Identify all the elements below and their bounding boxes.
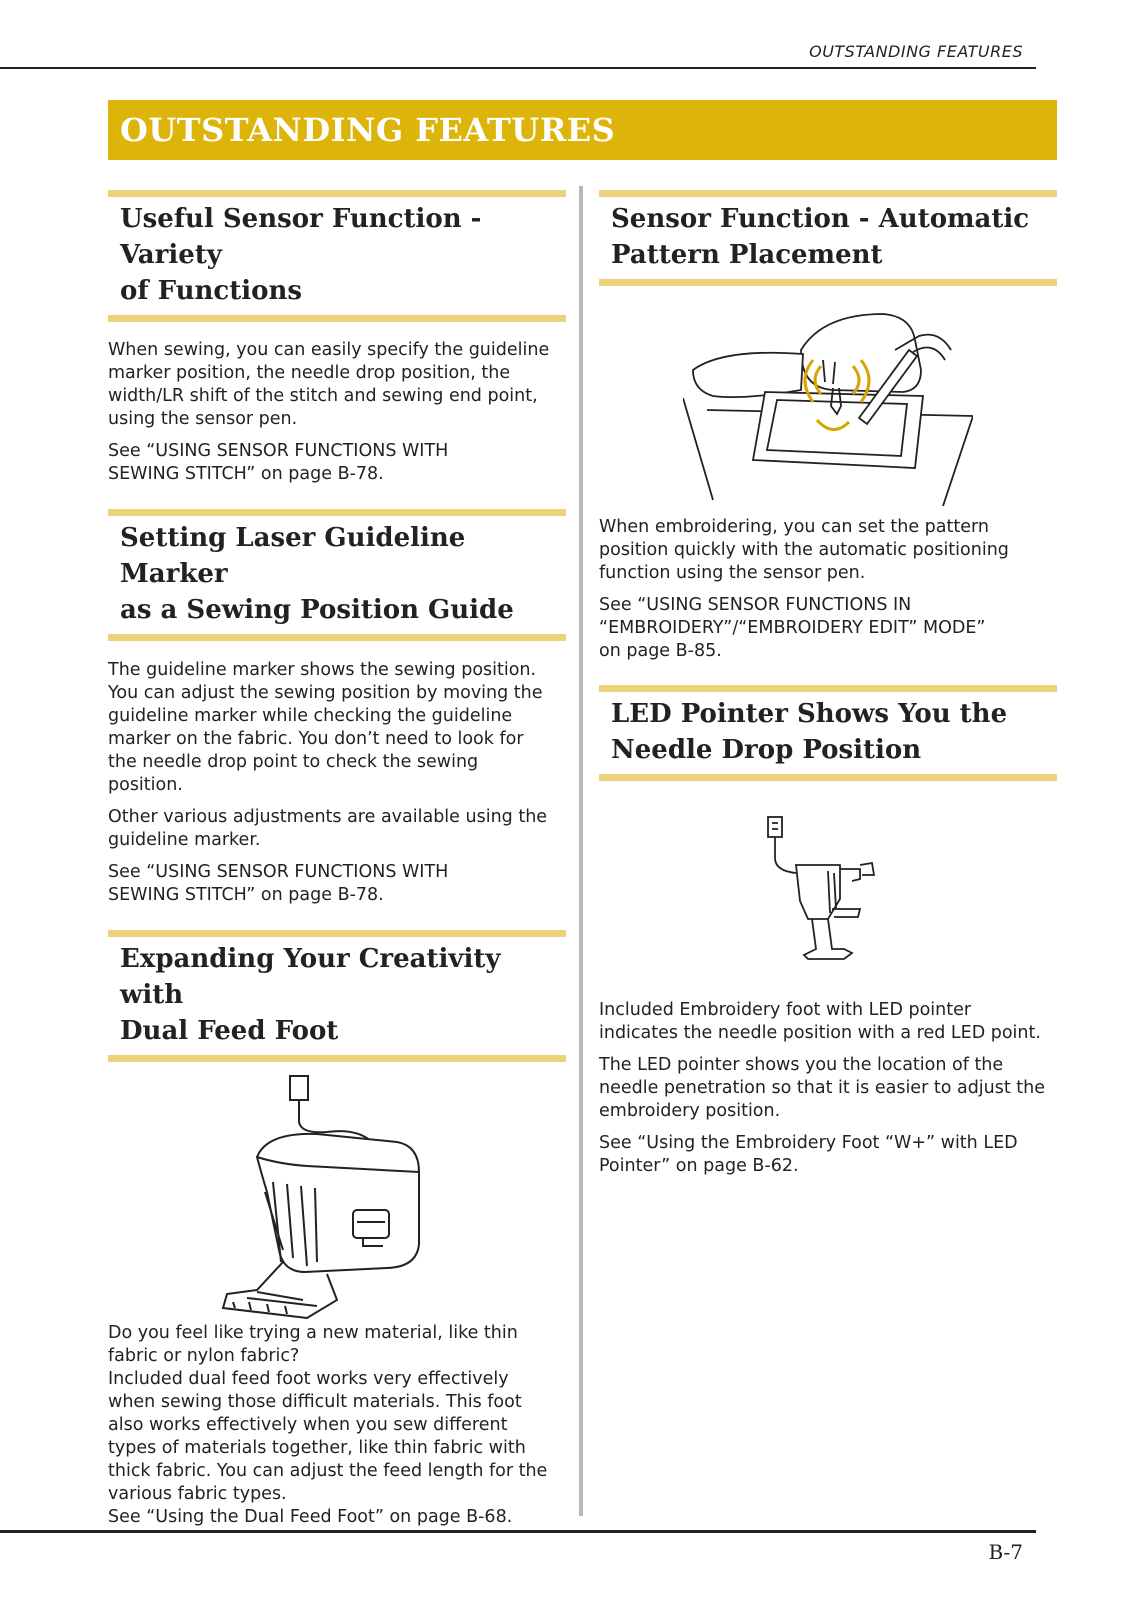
top-rule bbox=[0, 67, 1036, 69]
page-title: OUTSTANDING FEATURES bbox=[120, 111, 616, 149]
laser-guideline-text-2: Other various adjustments are available using the guideline marker. bbox=[108, 807, 548, 850]
page-number: B-7 bbox=[988, 1540, 1023, 1564]
sewing-machine-sensor-pen-illustration bbox=[683, 310, 973, 510]
left-column bbox=[108, 190, 566, 1529]
section-heading-pattern-placement: Sensor Function - Automatic Pattern Placement bbox=[599, 190, 1057, 286]
bottom-rule bbox=[0, 1530, 1036, 1533]
sensor-variety-reference: See “USING SENSOR FUNCTIONS WITH SEWING STITCH” on page B-78. bbox=[108, 441, 449, 484]
section-heading-dual-feed: Expanding Your Creativity with Dual Feed Foot bbox=[108, 930, 566, 1062]
pattern-placement-reference: See “USING SENSOR FUNCTIONS IN “EMBROIDERY”/“EMBROIDERY EDIT” MODE” on page B-85. bbox=[599, 595, 986, 661]
section-heading-laser-guideline: Setting Laser Guideline Marker as a Sewing Position Guide bbox=[108, 509, 566, 641]
section-heading-led-pointer: LED Pointer Shows You the Needle Drop Position bbox=[599, 685, 1057, 781]
laser-guideline-reference: See “USING SENSOR FUNCTIONS WITH SEWING STITCH” on page B-78. bbox=[108, 862, 449, 905]
running-header: OUTSTANDING FEATURES bbox=[809, 42, 1023, 61]
led-pointer-reference: See “Using the Embroidery Foot “W+” with LED Pointer” on page B-62. bbox=[599, 1133, 1018, 1176]
sensor-variety-text: When sewing, you can easily specify the guideline marker position, the needle drop position, the width/LR shift of the stitch and sewing end point, using the sensor pen. bbox=[108, 340, 550, 429]
led-pointer-text-2: The LED pointer shows you the location of the needle penetration so that it is easier to adjust the embroidery position. bbox=[599, 1055, 1046, 1121]
title-band bbox=[108, 100, 1057, 160]
dual-feed-text: Do you feel like trying a new material, like thin fabric or nylon fabric? Included dual feed foot works very effectively when sewing those difficult materials. This foot also works effectively when you sew different types of materials together, like thin fabric with thick fabric. You can adjust the feed length for the various fabric types. See “Using the Dual Feed Foot” on page B-68. bbox=[108, 1323, 548, 1527]
column-divider bbox=[579, 186, 583, 1516]
dual-feed-foot-illustration bbox=[187, 1062, 487, 1322]
led-pointer-foot-illustration bbox=[748, 809, 908, 979]
section-heading-sensor-variety: Useful Sensor Function - Variety of Functions bbox=[108, 190, 566, 322]
right-column bbox=[599, 190, 1057, 1178]
led-pointer-text: Included Embroidery foot with LED pointer indicates the needle position with a red LED point. bbox=[599, 1000, 1041, 1043]
laser-guideline-text: The guideline marker shows the sewing position. You can adjust the sewing position by moving the guideline marker while checking the guideline marker on the fabric. You don’t need to look for the needle drop point to check the sewing position. bbox=[108, 660, 543, 795]
pattern-placement-text: When embroidering, you can set the pattern position quickly with the automatic positioning function using the sensor pen. bbox=[599, 517, 1009, 583]
